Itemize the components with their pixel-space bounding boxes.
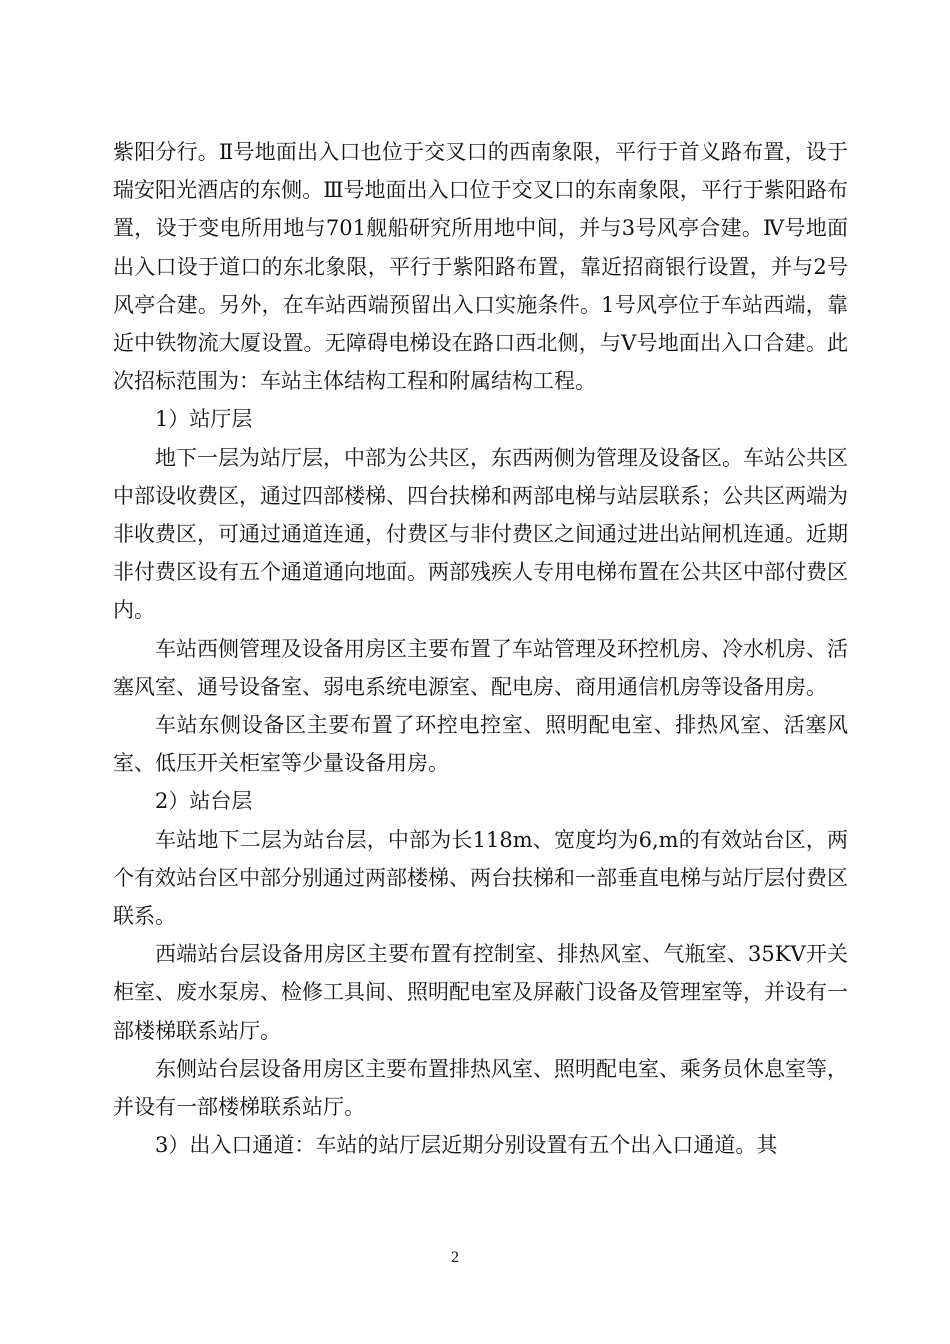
paragraph-east-equipment: 车站东侧设备区主要布置了环控电控室、照明配电室、排热风室、活塞风室、低压开关柜室等少量设备用房。 <box>113 713 848 776</box>
heading-concourse-level: 1）站厅层 <box>155 407 253 432</box>
page-number: 2 <box>451 1249 459 1266</box>
paragraph-west-equipment: 车站西侧管理及设备用房区主要布置了车站管理及环控机房、冷水机房、活塞风室、通号设备室、弱电系统电源室、配电房、商用通信机房等设备用房。 <box>113 636 848 699</box>
heading-platform-level: 2）站台层 <box>155 789 253 814</box>
paragraph-concourse-overview: 地下一层为站厅层，中部为公共区，东西两侧为管理及设备区。车站公共区中部设收费区，通过四部楼梯、四台扶梯和两部电梯与站层联系；公共区两端为非收费区，可通过通道连通，付费区与非付费区之间通过进出站闸机连通。近期非付费区设有五个通道通向地面。两部残疾人专用电梯布置在公共区中部付费区内。 <box>113 445 848 623</box>
paragraph-entrance-passages: 3）出入口通道：车站的站厅层近期分别设置有五个出入口通道。其 <box>155 1133 778 1158</box>
paragraph-east-platform-rooms: 东侧站台层设备用房区主要布置排热风室、照明配电室、乘务员休息室等，并设有一部楼梯联系站厅。 <box>113 1056 848 1120</box>
paragraph-west-platform-rooms: 西端站台层设备用房区主要布置有控制室、排热风室、气瓶室、35KV开关柜室、废水泵房、检修工具间、照明配电室及屏蔽门设备及管理室等，并设有一部楼梯联系站厅。 <box>113 942 848 1043</box>
body-text <box>113 133 848 1164</box>
paragraph-platform-overview: 车站地下二层为站台层，中部为长118m、宽度均为6,m的有效站台区，两个有效站台区中部分别通过两部楼梯、两台扶梯和一部垂直电梯与站厅层付费区联系。 <box>113 827 848 929</box>
paragraph-continuation: 紫阳分行。Ⅱ号地面出入口也位于交叉口的西南象限，平行于首义路布置，设于瑞安阳光酒店的东侧。Ⅲ号地面出入口位于交叉口的东南象限，平行于紫阳路布置，设于变电所用地与701舰船研究所用地中间，并与3号风亭合建。Ⅳ号地面出入口设于道口的东北象限，平行于紫阳路布置，靠近招商银行设置，并与2号风亭合建。另外，在车站西端预留出入口实施条件。1号风亭位于车站西端，靠近中铁物流大厦设置。无障碍电梯设在路口西北侧，与Ⅴ号地面出入口合建。此次招标范围为：车站主体结构工程和附属结构工程。 <box>113 140 848 394</box>
